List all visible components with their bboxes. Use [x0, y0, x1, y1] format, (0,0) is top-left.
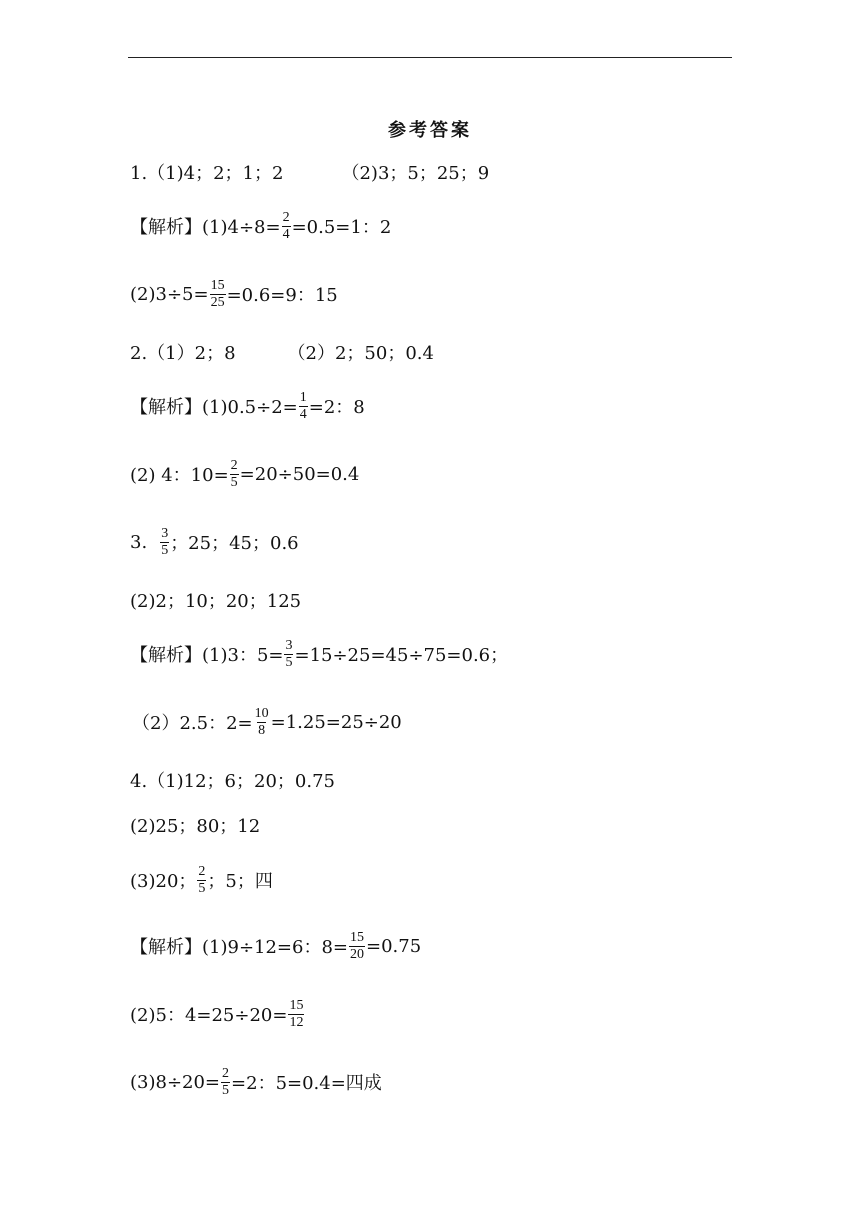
fraction-numerator: 1	[299, 389, 307, 405]
fraction-denominator: 5	[230, 474, 238, 490]
fraction-numerator: 2	[222, 1065, 230, 1081]
fraction-numerator: 3	[161, 525, 169, 541]
answer-2-part1: 2.（1）2；8	[130, 343, 236, 364]
fraction	[221, 1066, 230, 1099]
solution-text: =1.25=25÷20	[270, 711, 402, 733]
answer-1	[130, 152, 489, 192]
solution-2-2	[130, 454, 359, 494]
solution-4-1	[130, 926, 421, 966]
solution-3-2	[132, 702, 402, 742]
fraction-denominator: 4	[299, 406, 307, 422]
answer-4-part3: (3)20；	[130, 871, 197, 892]
solution-1-2	[130, 274, 338, 314]
solution-text: 【解析】(1)3：5=	[130, 645, 284, 666]
solution-text: =2：5=0.4=四成	[231, 1073, 382, 1094]
solution-text: =0.5=1：2	[291, 217, 392, 238]
answer-1-part2: （2)3；5；25；9	[341, 163, 490, 184]
answer-3	[130, 522, 299, 562]
solution-text: 【解析】(1)0.5÷2=	[130, 397, 298, 418]
fraction-numerator: 2	[198, 863, 206, 879]
fraction-denominator: 5	[198, 880, 206, 896]
fraction-denominator: 5	[285, 654, 293, 670]
fraction	[254, 706, 270, 739]
solution-2-1	[130, 386, 365, 426]
header-rule	[128, 57, 732, 58]
solution-text: (2)5：4=25÷20=	[130, 1005, 288, 1026]
fraction	[160, 526, 169, 559]
answer-1-part1: 1.（1)4；2；1；2	[130, 163, 284, 184]
fraction-denominator: 8	[258, 722, 266, 738]
answer-2-part2: （2）2；50；0.4	[287, 343, 434, 364]
answer-2	[130, 332, 434, 372]
fraction	[197, 864, 206, 897]
solution-text: =0.75	[366, 935, 422, 957]
fraction	[288, 998, 304, 1031]
fraction-denominator: 4	[282, 226, 290, 242]
answer-4-part2: (2)25；80；12	[130, 816, 261, 837]
solution-text: =2：8	[308, 397, 365, 418]
fraction-numerator: 15	[210, 277, 225, 293]
solution-text: =20÷50=0.4	[239, 463, 360, 485]
fraction-denominator: 25	[210, 294, 225, 310]
solution-text: （2）2.5：2=	[132, 713, 253, 734]
answer-3-part2: (2)2；10；20；125	[130, 591, 302, 612]
answer-4-2	[130, 805, 260, 845]
answer-4	[130, 760, 335, 800]
fraction-denominator: 5	[161, 542, 169, 558]
fraction-numerator: 15	[289, 997, 304, 1013]
solution-text: 【解析】(1)9÷12=6：8=	[130, 937, 349, 958]
fraction-denominator: 12	[289, 1014, 304, 1030]
fraction-numerator: 15	[350, 929, 365, 945]
solution-text: 【解析】(1)4÷8=	[130, 217, 281, 238]
fraction-denominator: 5	[222, 1082, 230, 1098]
fraction-denominator: 20	[350, 946, 365, 962]
solution-4-2	[130, 994, 305, 1034]
fraction-numerator: 2	[230, 457, 238, 473]
answer-3-part1: ；25；45；0.6	[170, 533, 299, 554]
answer-4-part3-rest: ；5；四	[207, 871, 273, 892]
fraction-numerator: 10	[254, 705, 269, 721]
fraction	[210, 278, 226, 311]
answer-3-2	[130, 580, 301, 620]
fraction	[230, 458, 239, 491]
solution-text: (2) 4：10=	[130, 465, 229, 486]
solution-text: (3)8÷20=	[130, 1071, 221, 1093]
solution-text: (2)3÷5=	[130, 283, 209, 305]
solution-text: =15÷25=45÷75=0.6；	[294, 645, 509, 666]
solution-4-3	[130, 1062, 382, 1102]
page-title: 参考答案	[388, 120, 472, 141]
fraction	[349, 930, 365, 963]
fraction	[284, 638, 293, 671]
fraction	[282, 210, 291, 243]
fraction-numerator: 2	[282, 209, 290, 225]
solution-text: =0.6=9：15	[226, 285, 338, 306]
solution-3-1	[130, 634, 508, 674]
answer-4-part1: 4.（1)12；6；20；0.75	[130, 771, 335, 792]
answer-4-3	[130, 860, 273, 900]
solution-1-1	[130, 206, 391, 246]
fraction-numerator: 3	[285, 637, 293, 653]
fraction	[299, 390, 308, 423]
answer-3-number: 3.	[130, 531, 148, 553]
